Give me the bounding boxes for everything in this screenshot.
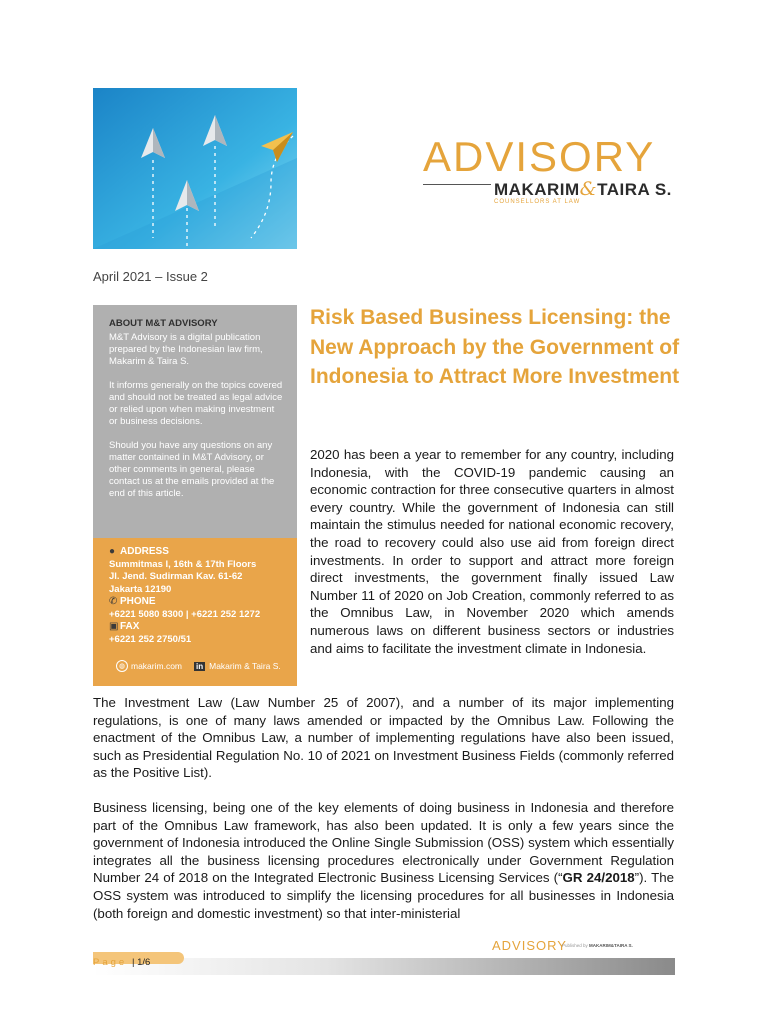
page-label: Page	[93, 957, 128, 968]
about-panel	[93, 305, 297, 538]
about-text-3: Should you have any questions on any matter contained in M&T Advisory, or other comments in general, please contact us at the emails provided at the end of this article.	[109, 440, 275, 499]
paper-planes-illustration	[93, 88, 297, 249]
linkedin-icon: in	[196, 661, 204, 671]
issue-date: April 2021 – Issue 2	[93, 269, 208, 284]
fax-number: +6221 252 2750/51	[109, 633, 192, 645]
published-by: Published by	[562, 943, 588, 948]
article-paragraph-3	[93, 799, 674, 922]
fax-label: FAX	[120, 621, 140, 632]
website-link[interactable]: makarim.com	[131, 661, 183, 671]
firm-name-right: TAIRA S.	[597, 180, 672, 199]
linkedin-link[interactable]: Makarim & Taira S.	[209, 661, 281, 671]
about-text-2: It informs generally on the topics covered and should not be treated as legal advice or relied upon when making investment or business decisions.	[109, 380, 283, 427]
globe-icon: ◍	[116, 660, 128, 672]
advisory-logo: ADVISORY	[423, 133, 656, 180]
contact-links	[116, 660, 281, 672]
firm-tagline: COUNSELLORS AT LAW	[494, 199, 581, 205]
paragraph-text: The Investment Law (Law Number 25 of 2007), and a number of its major implementing regulations, is one of many laws amended or impacted by the Omnibus Law. Following the enactment of the Omnibus Law, a number of implementing regulations have also been issued, such as Presidential Regulation No. 10 of 2021 on Investment Business Fields (commonly referred as the Positive List).	[93, 695, 674, 781]
paragraph-text	[93, 799, 674, 922]
published-firm: MAKARIM&TAIRA S.	[589, 943, 633, 948]
logo-divider	[423, 184, 491, 185]
about-text-1: M&T Advisory is a digital publication prepared by the Indonesian law firm, Makarim & Taira S.	[109, 332, 263, 367]
location-pin-icon: ●	[109, 546, 116, 557]
firm-logo	[494, 178, 672, 200]
cover-image	[93, 88, 297, 249]
footer-logo: ADVISORY	[492, 938, 567, 953]
phone-icon: ✆	[109, 596, 118, 607]
address-line-3: Jakarta 12190	[109, 583, 172, 595]
article-paragraph-2	[93, 694, 674, 782]
paragraph-text-b: ”). The OSS system was introduced to simplify the licensing procedures for all businesses in Indonesia (both foreign and domestic investment) so that inter-ministerial	[93, 870, 674, 921]
address-line-1: Summitmas I, 16th & 17th Floors	[109, 558, 257, 570]
paragraph-text: 2020 has been a year to remember for any country, including Indonesia, with the COVID-19 pandemic causing an economic contraction for three consecutive quarters in almost every country. While the government of Indonesia can still maintain the stimulus needed for national economic recovery, the road to recovery could also use aid from foreign direct investments. In order to support and attract more foreign direct investments, the government finally issued Law Number 11 of 2020 on Job Creation, commonly referred to as the Omnibus Law, in November 2020 which amends numerous laws on different business sectors or industries and aims to facilitate the investment climate in Indonesia.	[310, 447, 674, 656]
phone-number[interactable]: +6221 5080 8300 | +6221 252 1272	[109, 608, 261, 620]
address-line-2: Jl. Jend. Sudirman Kav. 61-62	[109, 571, 243, 582]
address-label: ADDRESS	[120, 546, 169, 557]
paragraph-text-a: Business licensing, being one of the key elements of doing business in Indonesia and therefore part of the Omnibus Law framework, has also been updated. It is only a few years since the government of Indonesia introduced the Online Single Submission (OSS) system which essentially integrates all the business licensing procedures electronically under Government Regulation Number 24 of 2018 on the Integrated Electronic Business Licensing Services (“	[93, 800, 674, 886]
about-heading: ABOUT M&T ADVISORY	[109, 318, 218, 329]
phone-label: PHONE	[120, 596, 156, 607]
firm-name-left: MAKARIM	[494, 180, 580, 199]
article-title: Risk Based Business Licensing: the New Approach by the Government of Indonesia to Attract More Investment	[310, 306, 680, 388]
footer-publisher	[562, 943, 633, 948]
fax-icon: ▣	[109, 621, 119, 632]
page-number: | 1/6	[132, 957, 151, 968]
firm-ampersand: &	[579, 178, 598, 200]
article-paragraph-1	[310, 446, 674, 657]
defined-term: GR 24/2018	[562, 870, 635, 886]
